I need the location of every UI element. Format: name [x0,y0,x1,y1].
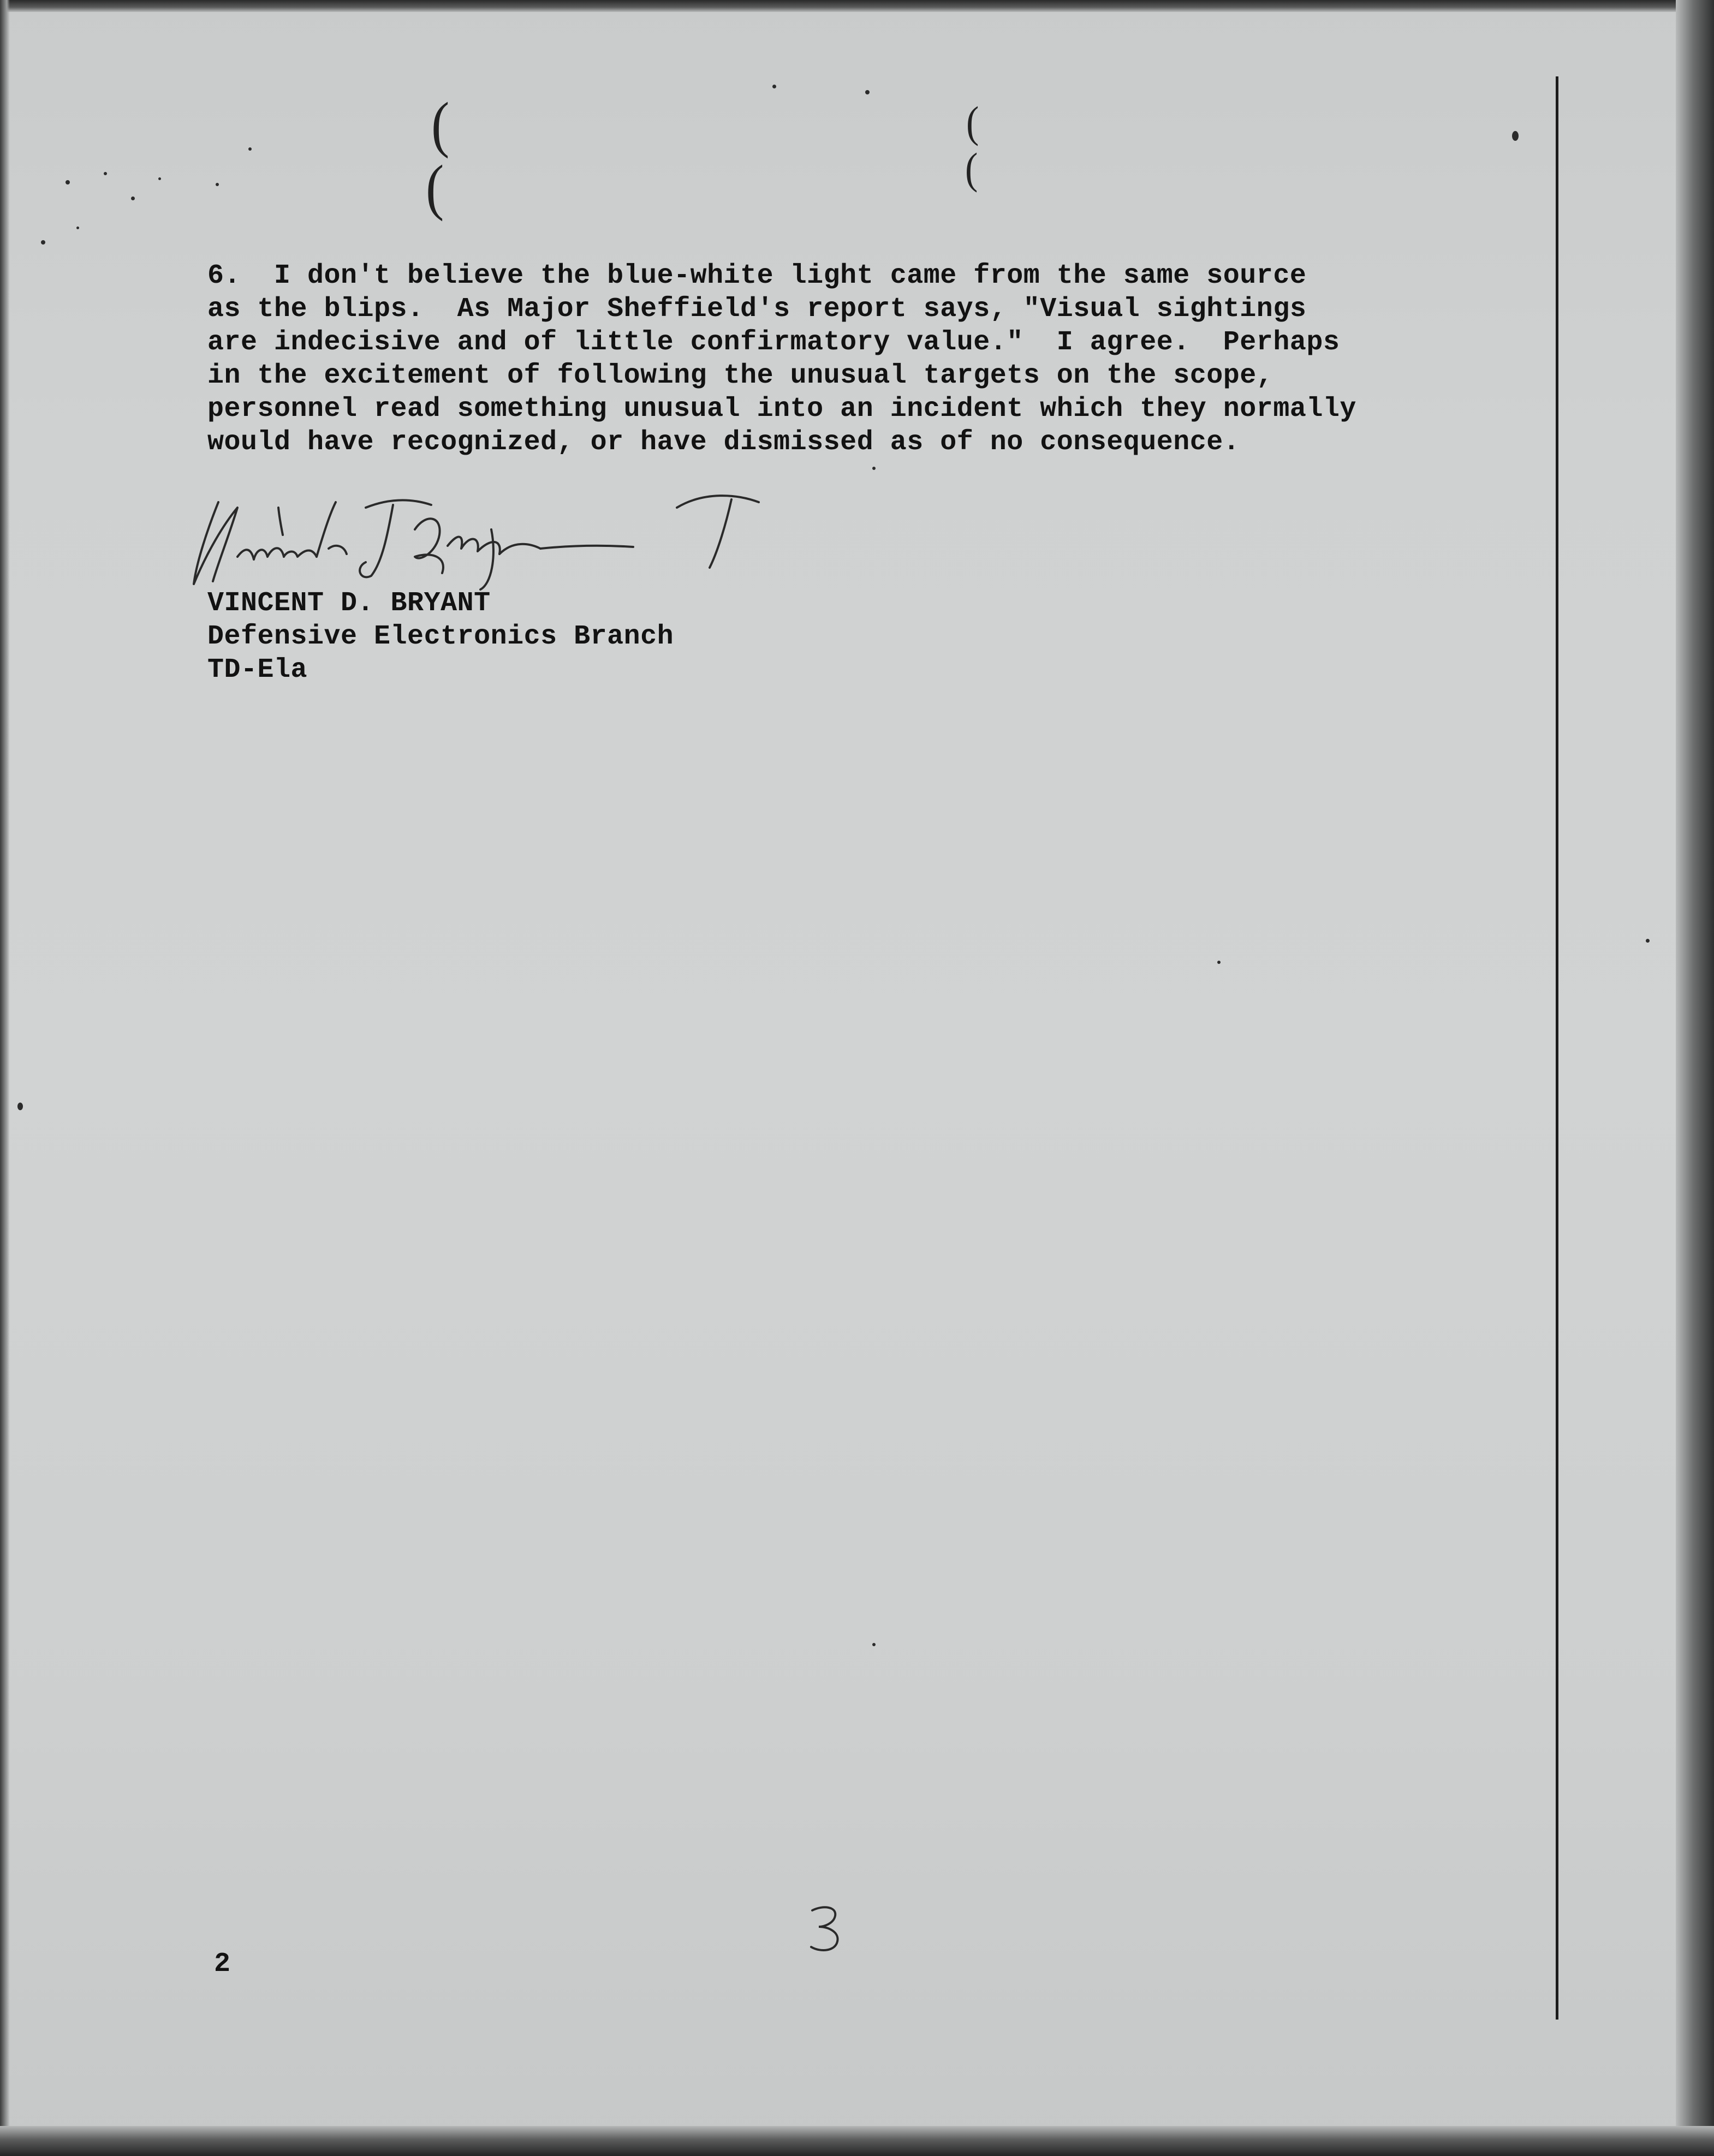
paragraph-line: would have recognized, or have dismissed as of no consequence. [207,427,1240,458]
paragraph-line: in the excitement of following the unusual targets on the scope, [207,360,1273,391]
body-paragraph [207,259,1356,459]
bracket-mark: ( [966,98,979,147]
signature-block [207,587,674,687]
scan-edge-top [0,0,1714,12]
bracket-mark: ( [965,145,978,193]
paragraph-line: as the blips. As Major Sheffield's report says, "Visual sightings [207,294,1307,325]
bracket-mark: ( [431,89,450,159]
paragraph-line: are indecisive and of little confirmatory value." I agree. Perhaps [207,327,1340,358]
page-edge-line [1556,76,1558,2020]
paragraph-line: 6. I don't believe the blue-white light came from the same source [207,260,1307,291]
handwritten-page-mark [807,1902,845,1954]
scan-edge-bottom [0,2126,1714,2156]
paragraph-line: personnel read something unusual into an incident which they normally [207,394,1356,425]
page-number: 2 [214,1949,231,1980]
signatory-name: VINCENT D. BRYANT [207,588,491,619]
scan-edge-left [0,0,10,2156]
signatory-office: TD-Ela [207,654,308,686]
bracket-mark: ( [426,152,444,222]
signatory-unit: Defensive Electronics Branch [207,621,674,652]
handwritten-signature [186,475,786,600]
scan-edge-right [1676,0,1714,2156]
